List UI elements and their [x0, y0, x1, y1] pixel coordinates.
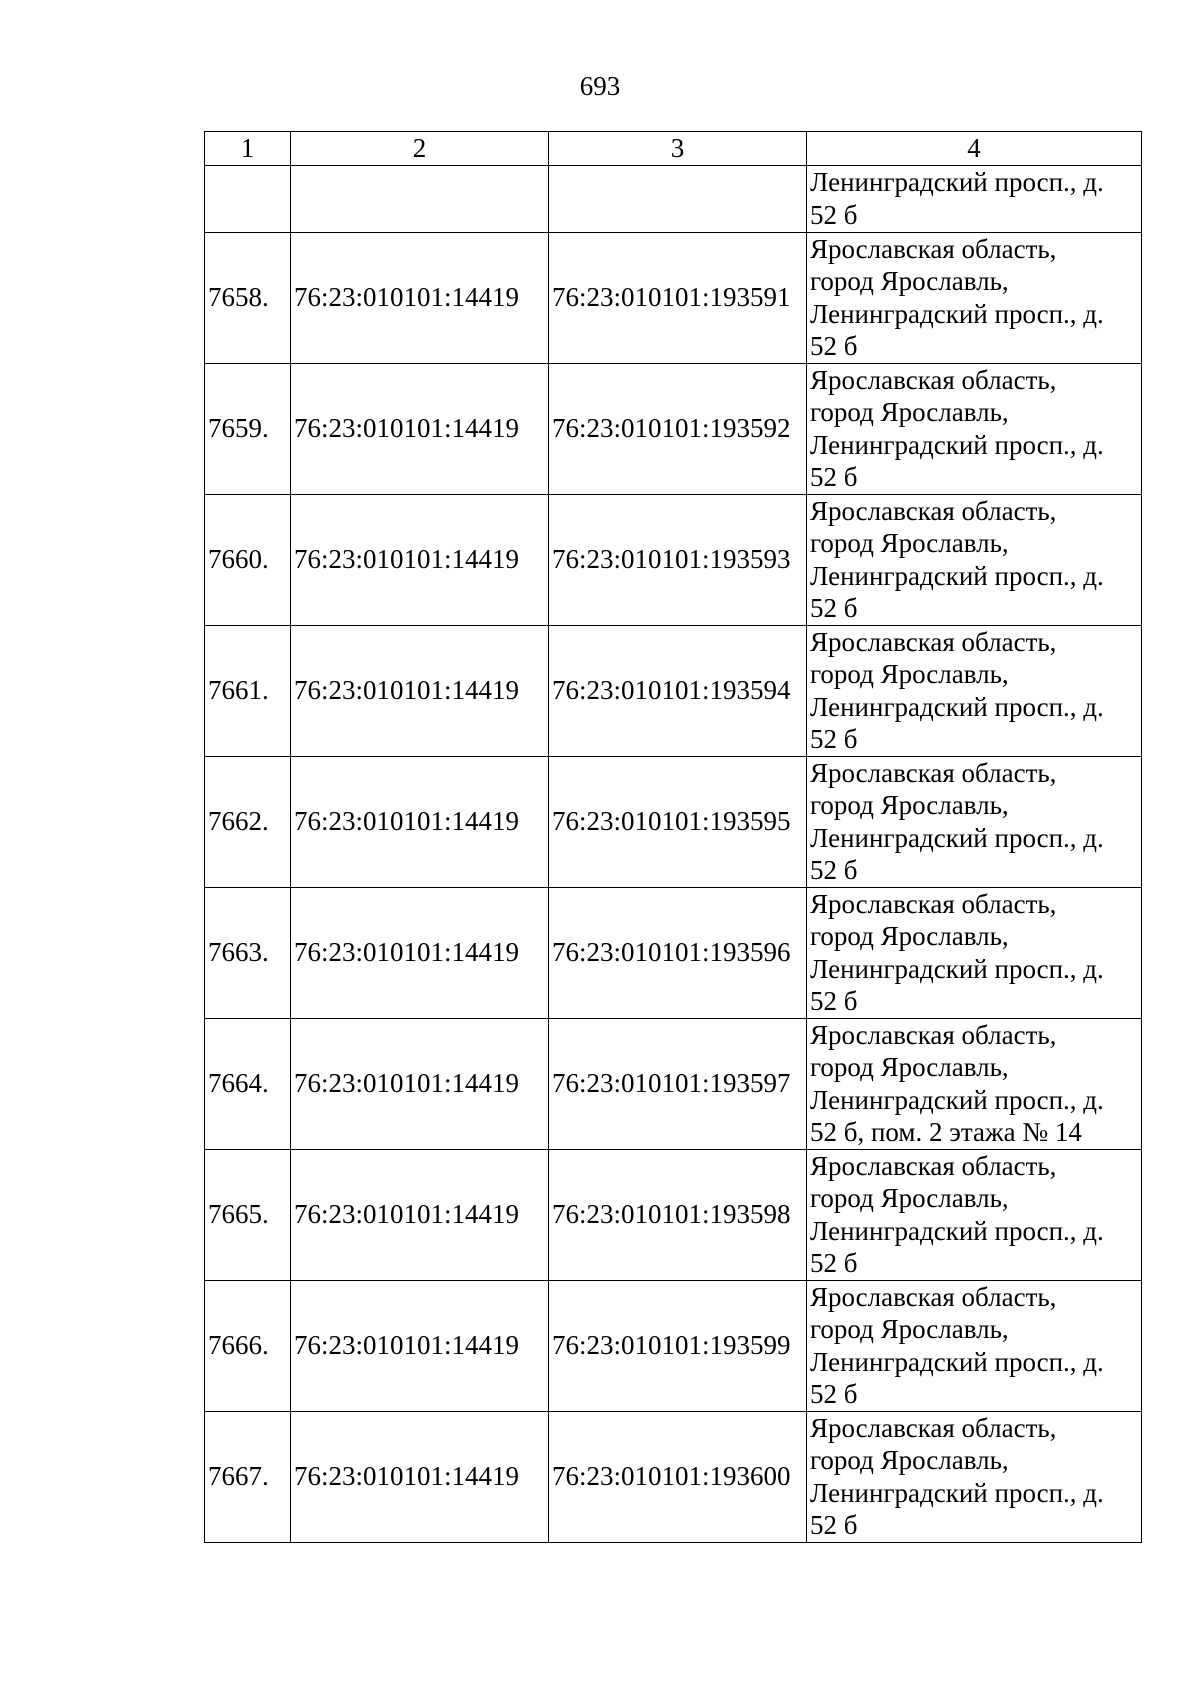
address-line: 52 б	[810, 1248, 858, 1278]
address-line: 52 б	[810, 199, 858, 230]
land-cadastral-number-cell: 76:23:010101:14419	[291, 1280, 549, 1411]
object-cadastral-number-cell: 76:23:010101:193597	[549, 1018, 807, 1149]
land-cadastral-number-cell: 76:23:010101:14419	[291, 625, 549, 756]
address-line: 52 б	[810, 986, 858, 1016]
table-body	[205, 132, 1142, 1543]
address-line: 52 б	[810, 724, 858, 754]
address-line: 52 б	[810, 593, 858, 623]
object-cadastral-number-cell: 76:23:010101:193598	[549, 1149, 807, 1280]
address-line: 52 б	[810, 462, 858, 492]
address-line: город Ярославль,	[810, 1445, 1009, 1475]
row-number-cell: 7660.	[205, 494, 291, 625]
table-row	[205, 363, 1142, 494]
land-cadastral-number-cell: 76:23:010101:14419	[291, 1018, 549, 1149]
object-cadastral-number-cell: 76:23:010101:193593	[549, 494, 807, 625]
address-cell	[807, 494, 1142, 625]
address-cell	[807, 887, 1142, 1018]
land-cadastral-number-cell: 76:23:010101:14419	[291, 1149, 549, 1280]
land-cadastral-number-cell: 76:23:010101:14419	[291, 494, 549, 625]
address-line: Ярославская область,	[810, 1281, 1057, 1312]
row-number-cell: 7664.	[205, 1018, 291, 1149]
header-cell-1: 1	[205, 132, 291, 166]
table-row	[205, 1018, 1142, 1149]
address-cell	[807, 1280, 1142, 1411]
address-line: Ленинградский просп., д.	[810, 1477, 1104, 1508]
row-number-cell: 7667.	[205, 1411, 291, 1542]
address-line: 52 б	[810, 331, 858, 361]
address-line: город Ярославль,	[810, 790, 1009, 820]
address-cell	[807, 625, 1142, 756]
continuation-address-cell	[807, 165, 1142, 232]
address-line: город Ярославль,	[810, 528, 1009, 558]
address-line: Ярославская область,	[810, 1412, 1057, 1443]
table-row	[205, 625, 1142, 756]
table-row	[205, 1411, 1142, 1542]
address-line: Ярославская область,	[810, 495, 1057, 526]
object-cadastral-number-cell: 76:23:010101:193591	[549, 232, 807, 363]
address-cell	[807, 756, 1142, 887]
address-line: город Ярославль,	[810, 659, 1009, 689]
address-line: город Ярославль,	[810, 266, 1009, 296]
row-number-cell: 7658.	[205, 232, 291, 363]
address-line: 52 б, пом. 2 этажа № 14	[810, 1117, 1082, 1147]
table-row	[205, 756, 1142, 887]
object-cadastral-number-cell: 76:23:010101:193599	[549, 1280, 807, 1411]
address-line: город Ярославль,	[810, 921, 1009, 951]
land-cadastral-number-cell: 76:23:010101:14419	[291, 756, 549, 887]
address-line: Ярославская область,	[810, 1150, 1057, 1181]
address-line: Ленинградский просп., д.	[810, 1084, 1104, 1115]
address-line: Ярославская область,	[810, 1019, 1057, 1050]
address-cell	[807, 232, 1142, 363]
row-number-cell: 7659.	[205, 363, 291, 494]
header-cell-3: 3	[549, 132, 807, 166]
address-cell	[807, 1149, 1142, 1280]
continuation-num-cell	[205, 165, 291, 232]
address-line: город Ярославль,	[810, 397, 1009, 427]
address-line: 52 б	[810, 1379, 858, 1409]
address-line: Ленинградский просп., д.	[810, 953, 1104, 984]
row-number-cell: 7663.	[205, 887, 291, 1018]
table-row	[205, 494, 1142, 625]
table-row	[205, 887, 1142, 1018]
header-cell-2: 2	[291, 132, 549, 166]
address-cell	[807, 363, 1142, 494]
land-cadastral-number-cell: 76:23:010101:14419	[291, 1411, 549, 1542]
address-line: Ленинградский просп., д.	[810, 822, 1104, 853]
row-number-cell: 7665.	[205, 1149, 291, 1280]
continuation-row	[205, 165, 1142, 232]
address-cell	[807, 1018, 1142, 1149]
land-cadastral-number-cell: 76:23:010101:14419	[291, 232, 549, 363]
address-line: город Ярославль,	[810, 1052, 1009, 1082]
object-cadastral-number-cell: 76:23:010101:193596	[549, 887, 807, 1018]
table-row	[205, 1149, 1142, 1280]
continuation-col2-cell	[291, 165, 549, 232]
address-line: 52 б	[810, 1510, 858, 1540]
registry-table	[204, 131, 1142, 1543]
page-number: 693	[579, 71, 621, 101]
address-line: Ярославская область,	[810, 626, 1057, 657]
address-line: Ярославская область,	[810, 757, 1057, 788]
address-line: Ярославская область,	[810, 888, 1057, 919]
address-line: Ленинградский просп., д.	[810, 560, 1104, 591]
continuation-col3-cell	[549, 165, 807, 232]
object-cadastral-number-cell: 76:23:010101:193595	[549, 756, 807, 887]
object-cadastral-number-cell: 76:23:010101:193592	[549, 363, 807, 494]
table-row	[205, 1280, 1142, 1411]
address-line: 52 б	[810, 855, 858, 885]
address-line: Ленинградский просп., д.	[810, 298, 1104, 329]
address-line: Ленинградский просп., д.	[810, 691, 1104, 722]
address-line: город Ярославль,	[810, 1183, 1009, 1213]
address-line: Ленинградский просп., д.	[810, 167, 1104, 197]
land-cadastral-number-cell: 76:23:010101:14419	[291, 363, 549, 494]
row-number-cell: 7662.	[205, 756, 291, 887]
object-cadastral-number-cell: 76:23:010101:193600	[549, 1411, 807, 1542]
row-number-cell: 7661.	[205, 625, 291, 756]
object-cadastral-number-cell: 76:23:010101:193594	[549, 625, 807, 756]
address-cell	[807, 1411, 1142, 1542]
address-line: Ярославская область,	[810, 233, 1057, 264]
header-cell-4: 4	[807, 132, 1142, 166]
address-line: Ленинградский просп., д.	[810, 1215, 1104, 1246]
land-cadastral-number-cell: 76:23:010101:14419	[291, 887, 549, 1018]
address-line: Ярославская область,	[810, 364, 1057, 395]
address-line: Ленинградский просп., д.	[810, 429, 1104, 460]
header-row	[205, 132, 1142, 166]
address-line: Ленинградский просп., д.	[810, 1346, 1104, 1377]
address-line: город Ярославль,	[810, 1314, 1009, 1344]
table-row	[205, 232, 1142, 363]
row-number-cell: 7666.	[205, 1280, 291, 1411]
